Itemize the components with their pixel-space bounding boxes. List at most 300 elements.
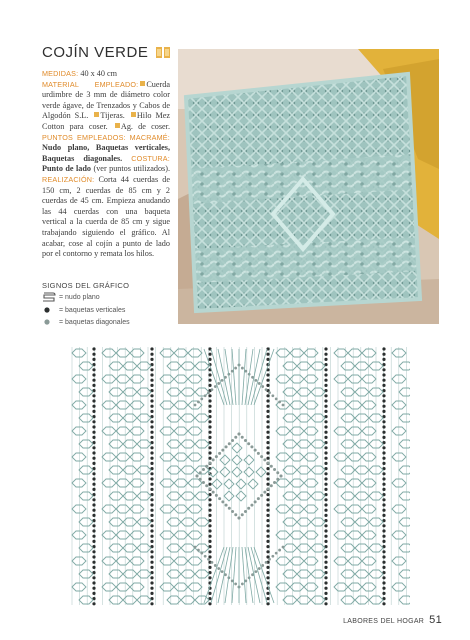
vertical-knot (92, 399, 95, 402)
vertical-knot (382, 347, 385, 350)
square-knot (79, 414, 93, 422)
square-knot (167, 596, 181, 604)
square-knot (130, 453, 144, 461)
square-knot (79, 596, 93, 604)
costura-text: (ver puntos utilizados). (93, 164, 171, 174)
square-knot (362, 349, 376, 357)
square-knot (79, 544, 93, 552)
diagonal-knot (263, 491, 266, 494)
vertical-knot (324, 503, 327, 506)
square-knot (181, 570, 195, 578)
vertical-knot (266, 483, 269, 486)
square-knot (348, 479, 362, 487)
vertical-knot (150, 540, 153, 543)
square-knot (195, 362, 209, 370)
vertical-knot (150, 431, 153, 434)
vertical-knot (150, 576, 153, 579)
diagonal-knot (234, 367, 237, 370)
square-knot (341, 596, 355, 604)
vertical-knot (324, 425, 327, 428)
medidas-label: MEDIDAS: (42, 69, 79, 78)
square-knot (137, 596, 151, 604)
square-knot (116, 583, 130, 591)
diagonal-knot (218, 497, 221, 500)
vertical-knot (208, 425, 211, 428)
square-knot (79, 492, 93, 500)
square-knot (137, 492, 151, 500)
diagonal-knot (276, 478, 279, 481)
vertical-knot (150, 509, 153, 512)
medidas-text: 40 x 40 cm (80, 69, 118, 78)
vertical-knot (324, 550, 327, 553)
vertical-knot (382, 373, 385, 376)
vertical-knot (150, 602, 153, 605)
vertical-knot (266, 540, 269, 543)
vertical-knot (382, 514, 385, 517)
square-knot (160, 479, 174, 487)
vertical-knot (150, 488, 153, 491)
fan-cord (232, 349, 236, 405)
vertical-knot (92, 576, 95, 579)
square-knot (362, 479, 376, 487)
square-knot (399, 518, 410, 526)
square-knot (160, 583, 174, 591)
square-knot (276, 453, 290, 461)
square-knot (102, 349, 116, 357)
vertical-knot (150, 347, 153, 350)
square-knot (304, 349, 318, 357)
diagonal-knot (280, 475, 283, 478)
vertical-knot (150, 566, 153, 569)
square-knot (188, 453, 202, 461)
square-knot (348, 375, 362, 383)
diagonal-knot (238, 433, 241, 436)
diagonal-knot (275, 552, 278, 555)
square-knot (109, 414, 123, 422)
square-knot (304, 375, 318, 383)
vertical-knot (208, 514, 211, 517)
square-knot (130, 505, 144, 513)
vertical-knot (324, 446, 327, 449)
vertical-knot (266, 519, 269, 522)
vertical-knot (324, 410, 327, 413)
square-knot (304, 583, 318, 591)
square-knot (72, 583, 86, 591)
vertical-knot (150, 529, 153, 532)
vertical-knot (92, 431, 95, 434)
vertical-knot (92, 514, 95, 517)
diagonal-knot (217, 382, 220, 385)
square-knot (181, 596, 195, 604)
square-knot (116, 427, 130, 435)
vertical-knot (266, 477, 269, 480)
diagonal-knot (247, 442, 250, 445)
vertical-knot (266, 384, 269, 387)
vertical-knot (150, 394, 153, 397)
vertical-knot (382, 561, 385, 564)
vertical-knot (92, 524, 95, 527)
square-knot (137, 362, 151, 370)
vertical-knot (92, 347, 95, 350)
vertical-knot (266, 441, 269, 444)
square-knot (276, 531, 290, 539)
diagonal-knot (204, 555, 207, 558)
vertical-knot (208, 446, 211, 449)
vertical-knot (382, 379, 385, 382)
puntos-label: PUNTOS EMPLEADOS: (42, 132, 126, 142)
vertical-knot (382, 566, 385, 569)
square-knot (109, 518, 123, 526)
square-knot (109, 440, 123, 448)
square-knot (362, 375, 376, 383)
square-knot (297, 388, 311, 396)
diagonal-knot (199, 471, 202, 474)
diagonal-knot (200, 552, 203, 555)
square-knot (181, 466, 195, 474)
diagonal-knot (271, 555, 274, 558)
macrame-text: Nudo plano, Baquetas verticales, Baquetas diagonales. (42, 143, 170, 163)
diagonal-knot (263, 458, 266, 461)
vertical-knot (208, 451, 211, 454)
square-knot (130, 531, 144, 539)
vertical-knot (324, 394, 327, 397)
vertical-knot (382, 457, 385, 460)
vertical-knot (208, 394, 211, 397)
square-knot (160, 453, 174, 461)
vertical-knot (266, 467, 269, 470)
square-knot (109, 388, 123, 396)
vertical-knot (92, 405, 95, 408)
bullet-icon (115, 123, 120, 128)
square-knot (355, 544, 369, 552)
vertical-knot (150, 483, 153, 486)
square-knot (341, 466, 355, 474)
diagonal-knot (278, 401, 281, 404)
fan-cord (204, 547, 224, 603)
square-knot (399, 544, 410, 552)
square-knot (276, 583, 290, 591)
vertical-knot (266, 353, 269, 356)
square-knot (297, 440, 311, 448)
vertical-knot (208, 529, 211, 532)
vertical-knot (208, 550, 211, 553)
diagonal-knot (258, 382, 261, 385)
square-knot (181, 362, 195, 370)
vertical-knot (382, 529, 385, 532)
vertical-knot (382, 410, 385, 413)
square-knot (232, 443, 242, 453)
vertical-knot (324, 405, 327, 408)
square-knot (195, 492, 209, 500)
fan-cord (254, 349, 274, 405)
diagonal-knot (211, 561, 214, 564)
square-knot (167, 466, 181, 474)
square-knot (102, 479, 116, 487)
square-knot (116, 375, 130, 383)
square-knot (130, 349, 144, 357)
square-knot (130, 427, 144, 435)
diagonal-knot (265, 561, 268, 564)
diagonal-knot (228, 442, 231, 445)
vertical-knot (382, 483, 385, 486)
vertical-knot (324, 555, 327, 558)
diagonal-knot (196, 475, 199, 478)
vertical-knot (208, 405, 211, 408)
diagonal-knot (282, 404, 285, 407)
square-knot (72, 557, 86, 565)
vertical-knot (208, 373, 211, 376)
square-knot (297, 596, 311, 604)
square-knot (304, 505, 318, 513)
vertical-knot (150, 555, 153, 558)
vertical-knot (208, 524, 211, 527)
macrame-label: MACRAMÉ: (129, 132, 170, 142)
vertical-knot (150, 535, 153, 538)
vertical-knot (92, 373, 95, 376)
square-knot (355, 518, 369, 526)
vertical-knot (92, 509, 95, 512)
diagonal-knot (212, 458, 215, 461)
vertical-knot (92, 561, 95, 564)
vertical-knot (150, 353, 153, 356)
diagonal-knot (215, 455, 218, 458)
vertical-knot (266, 514, 269, 517)
vertical-knot (92, 420, 95, 423)
vertical-knot (92, 384, 95, 387)
square-knot (304, 427, 318, 435)
vertical-knot (382, 431, 385, 434)
square-knot (79, 440, 93, 448)
square-knot (195, 544, 209, 552)
vertical-knot (150, 462, 153, 465)
diagonal-knot (221, 449, 224, 452)
vertical-knot (324, 436, 327, 439)
square-knot (167, 388, 181, 396)
vertical-knot (266, 420, 269, 423)
vertical-knot (208, 477, 211, 480)
vertical-knot (382, 540, 385, 543)
vertical-knot (266, 379, 269, 382)
vertical-knot (266, 358, 269, 361)
vertical-knot (266, 571, 269, 574)
square-knot (102, 453, 116, 461)
vertical-knot (324, 483, 327, 486)
square-knot (167, 570, 181, 578)
square-knot (195, 518, 209, 526)
diagonal-knot (250, 504, 253, 507)
vertical-knot (92, 602, 95, 605)
square-knot (102, 531, 116, 539)
fan-cord (254, 547, 274, 603)
vertical-knot (92, 358, 95, 361)
legend-title: SIGNOS DEL GRÁFICO (42, 281, 130, 290)
square-knot (79, 570, 93, 578)
dark-dot-icon (42, 305, 56, 315)
square-knot (167, 440, 181, 448)
vertical-knot (92, 529, 95, 532)
vertical-knot (150, 358, 153, 361)
vertical-knot (92, 446, 95, 449)
square-knot (362, 583, 376, 591)
vertical-knot (324, 524, 327, 527)
square-knot (72, 401, 86, 409)
square-knot (248, 479, 258, 489)
vertical-knot (150, 457, 153, 460)
vertical-knot (324, 540, 327, 543)
diagonal-knot (275, 397, 278, 400)
square-knot (181, 518, 195, 526)
diagonal-knot (217, 567, 220, 570)
diagonal-knot (241, 367, 244, 370)
costura-bold: Punto de lado (42, 164, 92, 174)
square-knot (297, 492, 311, 500)
vertical-knot (324, 373, 327, 376)
diagonal-knot (244, 439, 247, 442)
square-knot (160, 531, 174, 539)
vertical-knot (92, 555, 95, 558)
square-knot (167, 362, 181, 370)
square-knot (79, 388, 93, 396)
vertical-knot (208, 457, 211, 460)
square-knot (109, 466, 123, 474)
vertical-knot (92, 394, 95, 397)
pattern-instructions (42, 69, 170, 260)
diagonal-knot (247, 507, 250, 510)
fan-cord (204, 349, 224, 405)
diagonal-knot (194, 404, 197, 407)
vertical-knot (266, 436, 269, 439)
magazine-name: LABORES DEL HOGAR (343, 618, 425, 625)
square-knot (244, 467, 254, 477)
square-knot (220, 455, 230, 465)
vertical-knot (92, 535, 95, 538)
diagonal-knot (267, 487, 270, 490)
vertical-knot (324, 379, 327, 382)
vertical-knot (324, 368, 327, 371)
vertical-knot (324, 509, 327, 512)
vertical-knot (208, 431, 211, 434)
diagonal-knot (257, 452, 260, 455)
realizacion-text: Corta 44 cuerdas de 150 cm, 2 cuerdas de 85 cm y 2 cuerdas de 45 cm. Empieza anudando las 44 cuerdas con una baqueta vertical a la cuerda de 85 cm y sigue trabajando siguiendo el gráfico. Al acabar, cose al cojín a punto de lado por el contorno y remata los hilos. (42, 174, 170, 259)
diagonal-knot (267, 462, 270, 465)
vertical-knot (150, 373, 153, 376)
square-knot (137, 466, 151, 474)
vertical-knot (266, 425, 269, 428)
vertical-knot (150, 399, 153, 402)
vertical-knot (208, 576, 211, 579)
diagonal-knot (202, 481, 205, 484)
square-knot (167, 544, 181, 552)
square-knot (224, 479, 234, 489)
diagonal-knot (225, 504, 228, 507)
vertical-knot (324, 587, 327, 590)
diagonal-knot (208, 487, 211, 490)
vertical-knot (208, 540, 211, 543)
vertical-knot (92, 592, 95, 595)
vertical-knot (324, 451, 327, 454)
square-knot (276, 557, 290, 565)
square-knot (160, 557, 174, 565)
diagonal-knot (268, 558, 271, 561)
vertical-knot (266, 524, 269, 527)
square-knot (399, 492, 410, 500)
square-knot (160, 427, 174, 435)
square-knot (116, 557, 130, 565)
vertical-knot (324, 472, 327, 475)
square-knot (109, 544, 123, 552)
page-title (42, 44, 170, 62)
vertical-knot (324, 384, 327, 387)
square-knot (341, 570, 355, 578)
square-knot (160, 375, 174, 383)
square-knot (348, 583, 362, 591)
square-knot (188, 505, 202, 513)
vertical-knot (382, 477, 385, 480)
square-knot (72, 453, 86, 461)
vertical-knot (382, 576, 385, 579)
square-knot (167, 492, 181, 500)
square-knot (116, 401, 130, 409)
square-knot (72, 349, 86, 357)
vertical-knot (382, 592, 385, 595)
square-knot (304, 531, 318, 539)
square-knot (130, 479, 144, 487)
vertical-knot (324, 347, 327, 350)
square-knot (348, 531, 362, 539)
square-knot (297, 518, 311, 526)
square-knot (304, 453, 318, 461)
fan-cord (242, 349, 246, 405)
fan-cord (232, 547, 236, 603)
vertical-knot (208, 410, 211, 413)
square-knot (137, 570, 151, 578)
diagonal-knot (238, 517, 241, 520)
diagonal-knot (205, 465, 208, 468)
square-knot (72, 531, 86, 539)
macrame-diagram (68, 345, 410, 607)
square-knot (188, 349, 202, 357)
vertical-knot (266, 405, 269, 408)
square-knot (348, 427, 362, 435)
square-knot (341, 362, 355, 370)
square-knot (341, 440, 355, 448)
square-knot (195, 570, 209, 578)
square-knot (399, 388, 410, 396)
vertical-knot (266, 415, 269, 418)
bullet-icon (94, 112, 99, 117)
vertical-knot (324, 602, 327, 605)
vertical-knot (92, 425, 95, 428)
vertical-knot (208, 399, 211, 402)
diagonal-knot (231, 510, 234, 513)
light-dot-icon (42, 317, 56, 327)
vertical-knot (266, 550, 269, 553)
vertical-knot (150, 524, 153, 527)
square-knot (399, 414, 410, 422)
pillow-photo (178, 49, 439, 324)
vertical-knot (208, 483, 211, 486)
square-knot (341, 492, 355, 500)
vertical-knot (382, 425, 385, 428)
vertical-knot (382, 488, 385, 491)
square-knot (355, 570, 369, 578)
square-knot (276, 375, 290, 383)
diagonal-knot (214, 564, 217, 567)
diagonal-knot (250, 445, 253, 448)
vertical-knot (266, 535, 269, 538)
diagonal-knot (207, 558, 210, 561)
vertical-knot (92, 503, 95, 506)
